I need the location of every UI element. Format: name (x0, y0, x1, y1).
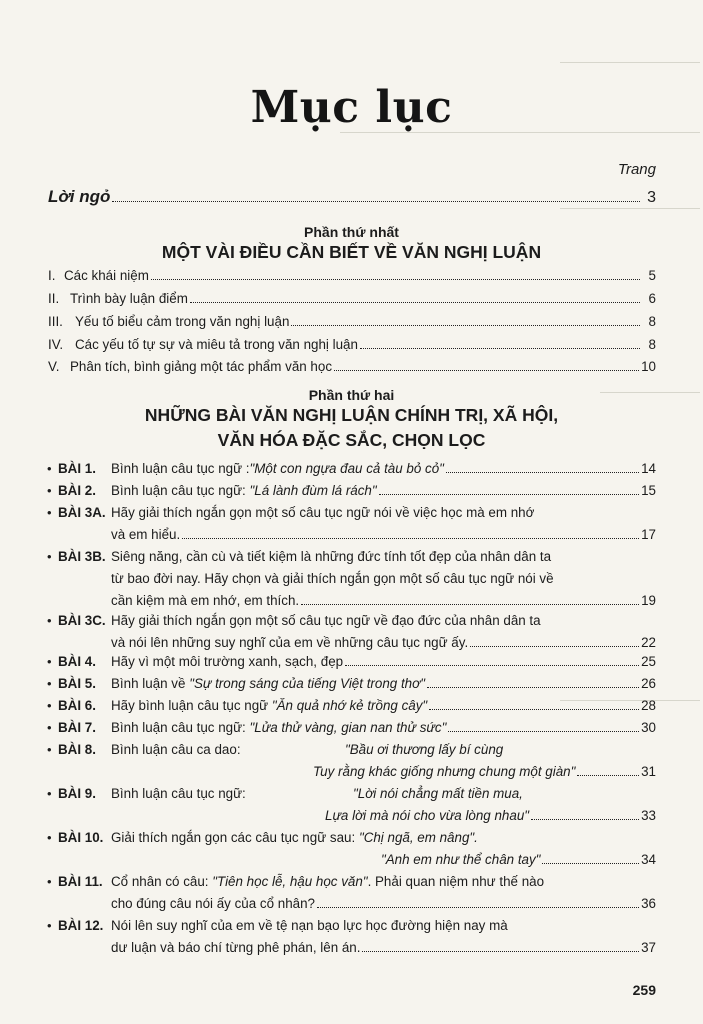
toc-entry-bai-4[interactable] (48, 651, 656, 673)
toc-entry-quote: "Ăn quả nhớ kẻ trồng cây" (271, 698, 428, 713)
leader-dots (182, 537, 639, 539)
bullet-icon: • (47, 549, 52, 564)
toc-entry-text: Bình luận câu tục ngữ : (111, 461, 250, 476)
page-column-header: Trang (617, 161, 656, 178)
toc-entry-text: Bình luận câu tục ngữ: (111, 720, 246, 735)
toc-entry-quote: Tuy rằng khác giống nhưng chung một giàn" (313, 764, 576, 779)
toc-entry-text: Phân tích, bình giảng một tác phẩm văn học (70, 359, 333, 374)
part-label: Phần thứ hai (308, 387, 395, 403)
toc-entry-bai-10[interactable] (48, 827, 656, 871)
toc-entry-text: Trình bày luận điểm (70, 291, 188, 306)
toc-entry-quote: "Lời nói chẳng mất tiền mua, (353, 786, 523, 801)
leader-dots (301, 603, 639, 605)
toc-entry-label: BÀI 3A. (58, 505, 106, 520)
toc-entry-label: BÀI 2. (58, 483, 96, 498)
toc-entry-bai-7[interactable] (48, 717, 656, 739)
toc-entry[interactable] (48, 356, 656, 378)
toc-page-number: 33 (641, 808, 656, 823)
bullet-icon: • (47, 613, 52, 628)
leader-dots (448, 730, 639, 732)
leader-dots (317, 906, 639, 908)
toc-page-number: 15 (641, 483, 656, 498)
leader-dots (190, 301, 640, 303)
toc-entry-label: BÀI 5. (58, 676, 96, 691)
leader-dots (470, 645, 639, 647)
toc-entry-label: BÀI 4. (58, 654, 96, 669)
toc-page-number: 8 (648, 337, 656, 352)
part-title-line: VĂN HÓA ĐẶC SẮC, CHỌN LỌC (217, 430, 486, 450)
toc-entry-number: II. (48, 291, 60, 306)
toc-entry-quote: "Sự trong sáng của tiếng Việt trong thơ" (189, 676, 425, 691)
toc-entry-text: Hãy giải thích ngắn gọn một số câu tục ngữ nói về việc học mà em nhớ (111, 505, 535, 520)
part-title: MỘT VÀI ĐIỀU CẦN BIẾT VỀ VĂN NGHỊ LUẬN (161, 242, 542, 262)
toc-entry-text: dư luận và báo chí từng phê phán, lên án. (111, 940, 361, 955)
leader-dots (151, 278, 640, 280)
toc-entry-text: Bình luận câu tục ngữ: (111, 483, 246, 498)
toc-entry-bai-3b[interactable] (48, 546, 656, 612)
leader-dots (334, 369, 639, 371)
toc-page-number: 17 (641, 527, 656, 542)
toc-page-number: 14 (641, 461, 656, 476)
toc-entry-label: BÀI 10. (58, 830, 104, 845)
toc-entry-bai-11[interactable] (48, 871, 656, 915)
toc-entry-quote: Lựa lời mà nói cho vừa lòng nhau" (325, 808, 530, 823)
bullet-icon: • (47, 698, 52, 713)
toc-entry-loi-ngo[interactable] (48, 187, 656, 209)
toc-page-number: 28 (641, 698, 656, 713)
toc-entry-text: cần kiệm mà em nhớ, em thích. (111, 593, 300, 608)
toc-entry-label: BÀI 3B. (58, 549, 106, 564)
toc-entry-quote: "Lửa thử vàng, gian nan thử sức" (249, 720, 447, 735)
leader-dots (345, 664, 639, 666)
toc-page-number: 8 (648, 314, 656, 329)
leader-dots (112, 200, 640, 202)
toc-entry-number: I. (48, 268, 56, 283)
toc-entry-label: BÀI 6. (58, 698, 96, 713)
bullet-icon: • (47, 786, 52, 801)
showthrough-line (560, 62, 700, 63)
toc-entry-label: BÀI 3C. (58, 613, 106, 628)
toc-entry-label: BÀI 11. (58, 874, 103, 889)
toc-entry-bai-12[interactable] (48, 915, 656, 959)
bullet-icon: • (47, 654, 52, 669)
toc-entry-quote: "Chị ngã, em nâng". (358, 830, 478, 845)
toc-entry-text: Bình luận về (111, 676, 186, 691)
toc-entry-quote: "Một con ngựa đau cả tàu bỏ cỏ" (249, 461, 444, 476)
toc-entry-text: Hãy giải thích ngắn gọn một số câu tục ngữ về đạo đức của nhân dân ta (111, 613, 541, 628)
toc-entry-bai-9[interactable] (48, 783, 656, 827)
page-title: Mục lục (250, 82, 453, 133)
toc-entry-quote: "Bầu ơi thương lấy bí cùng (345, 742, 504, 757)
bullet-icon: • (47, 918, 52, 933)
leader-dots (429, 708, 639, 710)
toc-page-number: 22 (641, 635, 656, 650)
toc-entry-quote: "Tiên học lễ, hậu học văn" (212, 874, 368, 889)
leader-dots (531, 818, 639, 820)
bullet-icon: • (47, 720, 52, 735)
bullet-icon: • (47, 676, 52, 691)
toc-entry-text: Siêng năng, cần cù và tiết kiệm là những đức tính tốt đẹp của nhân dân ta (111, 549, 552, 564)
toc-entry-number: IV. (48, 337, 64, 352)
toc-entry-label: BÀI 1. (58, 461, 96, 476)
toc-entry-text: Các khái niệm (64, 268, 149, 283)
bullet-icon: • (47, 461, 52, 476)
toc-entry-label: BÀI 7. (58, 720, 96, 735)
toc-entry-label: BÀI 8. (58, 742, 96, 757)
toc-page-number: 5 (648, 268, 656, 283)
toc-entry-text: Bình luận câu tục ngữ: (111, 786, 246, 801)
toc-entry[interactable] (48, 288, 656, 310)
leader-dots (362, 950, 639, 952)
toc-entry-bai-6[interactable] (48, 695, 656, 717)
toc-page-number: 6 (648, 291, 656, 306)
toc-page-number: 31 (641, 764, 656, 779)
toc-page-number: 30 (641, 720, 656, 735)
toc-entry-text: Hãy vì một môi trường xanh, sạch, đẹp (111, 654, 344, 669)
toc-entry-bai-2[interactable] (48, 480, 656, 502)
toc-entry-text: Yếu tố biểu cảm trong văn nghị luận (75, 314, 290, 329)
toc-entry-text: Nói lên suy nghĩ của em về tệ nạn bạo lực học đường hiện nay mà (111, 918, 508, 933)
bullet-icon: • (47, 830, 52, 845)
toc-entry-bai-1[interactable] (48, 458, 656, 480)
toc-entry-bai-3c[interactable] (48, 610, 656, 654)
bullet-icon: • (47, 483, 52, 498)
toc-entry-text: Giải thích ngắn gọn các câu tục ngữ sau: (111, 830, 356, 845)
toc-page-number: 3 (647, 189, 656, 206)
toc-page-number: 25 (641, 654, 656, 669)
page-number: 259 (632, 982, 656, 998)
part-label: Phần thứ nhất (304, 224, 399, 240)
leader-dots (291, 324, 640, 326)
toc-entry-text: Các yếu tố tự sự và miêu tả trong văn nghị luận (75, 337, 358, 352)
toc-entry[interactable] (48, 311, 656, 333)
toc-entry-quote: "Anh em như thể chân tay" (381, 852, 541, 867)
toc-entry-number: III. (48, 314, 63, 329)
bullet-icon: • (47, 742, 52, 757)
leader-dots (360, 347, 640, 349)
leader-dots (379, 493, 639, 495)
toc-entry-text: cho đúng câu nói ấy của cổ nhân? (111, 896, 315, 911)
leader-dots (446, 471, 639, 473)
leader-dots (427, 686, 639, 688)
toc-entry-bai-8[interactable] (48, 739, 656, 783)
toc-entry-text: và em hiểu. (111, 527, 181, 542)
toc-entry-quote: "Lá lành đùm lá rách" (249, 483, 377, 498)
toc-entry-bai-3a[interactable] (48, 502, 656, 546)
leader-dots (542, 862, 639, 864)
bullet-icon: • (47, 874, 52, 889)
toc-entry-text: Bình luận câu ca dao: (111, 742, 241, 757)
toc-page-number: 19 (641, 593, 656, 608)
toc-entry-number: V. (48, 359, 60, 374)
toc-page-number: 34 (641, 852, 656, 867)
toc-entry-label: Lời ngỏ (48, 187, 111, 206)
toc-page-number: 36 (641, 896, 656, 911)
toc-entry-label: BÀI 9. (58, 786, 96, 801)
toc-entry-label: BÀI 12. (58, 918, 104, 933)
toc-entry-text: và nói lên những suy nghĩ của em về những câu tục ngữ ấy. (111, 635, 469, 650)
bullet-icon: • (47, 505, 52, 520)
toc-entry[interactable] (48, 334, 656, 356)
leader-dots (577, 774, 639, 776)
part-title-line: NHỮNG BÀI VĂN NGHỊ LUẬN CHÍNH TRỊ, XÃ HỘI, (144, 405, 559, 425)
toc-entry[interactable] (48, 265, 656, 287)
toc-entry-text: từ bao đời nay. Hãy chọn và giải thích ngắn gọn một số câu tục ngữ nói về (111, 571, 554, 586)
toc-page-number: 26 (641, 676, 656, 691)
toc-entry-bai-5[interactable] (48, 673, 656, 695)
toc-entry-text: Cổ nhân có câu: (111, 874, 209, 889)
toc-page-number: 10 (641, 359, 656, 374)
toc-entry-text: . Phải quan niệm như thế nào (367, 874, 545, 889)
toc-entry-text: Hãy bình luận câu tục ngữ (111, 698, 269, 713)
toc-page-number: 37 (641, 940, 656, 955)
